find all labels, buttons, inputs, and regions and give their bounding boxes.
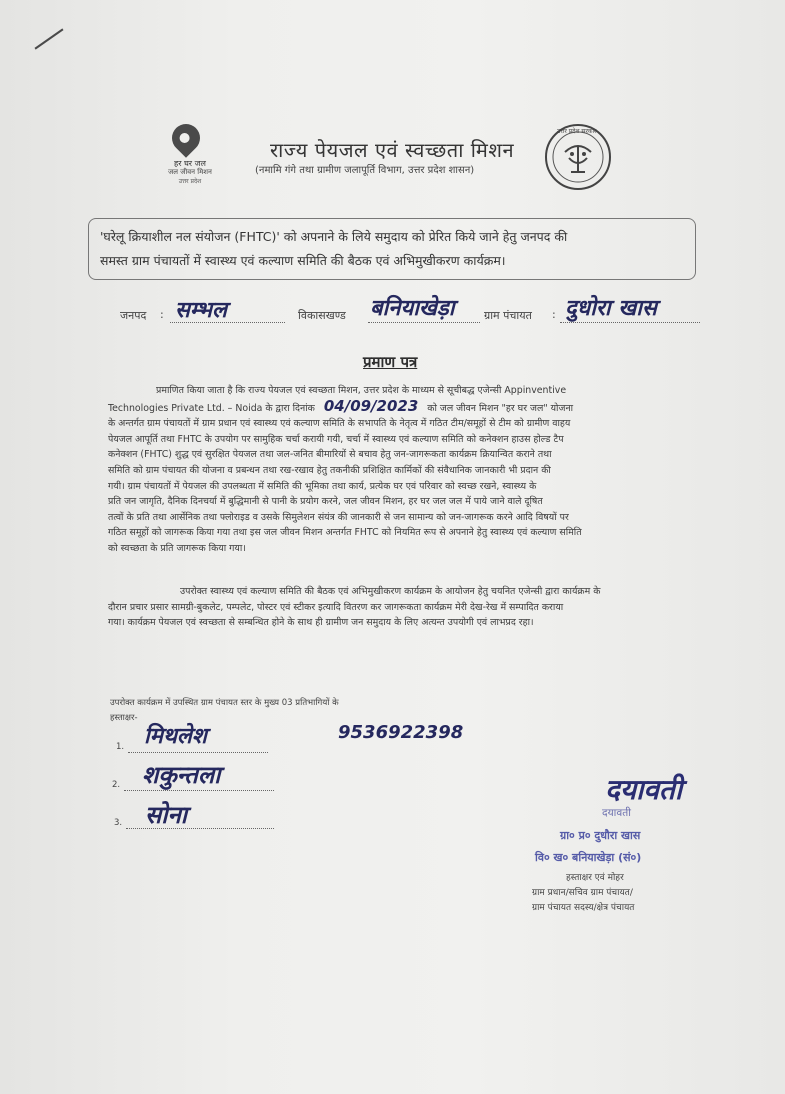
participant-number-1: 1. (116, 742, 125, 752)
stamp-line-2: वि० ख० बनियाखेड़ा (सं०) (535, 851, 642, 864)
para1-line-10: गठित समूहों को जागरूक किया गया तथा इस जल जीवन मिशन अन्तर्गत FHTC को नियमित रूप से अपनाने हेतु स्वास्थ्य एवं कल्याण समिति (108, 527, 582, 539)
water-drop-icon (166, 118, 206, 158)
mission-subtitle: (नमामि गंगे तथा ग्रामीण जलापूर्ति विभाग, उत्तर प्रदेश शासन) (255, 165, 475, 176)
para1-line-4: पेयजल आपूर्ति तथा FHTC के उपयोग पर सामुहिक चर्चा करायी गयी, चर्चा में स्वास्थ्य एवं कल्याण समिति को कनेक्शन हाउस होल्ड टैप (108, 433, 564, 445)
para1-line-8: प्रति जन जागृति, दैनिक दिनचर्या में बुद्धिमानी से पानी के प्रयोग करने, जल जीवन मिशन, हर घर जल जल में पाये जाने वाले दूषित (108, 496, 543, 508)
participant-number-2: 2. (112, 780, 121, 790)
signatures-label: हस्ताक्षर- (110, 713, 138, 723)
certificate-paragraph-1 (108, 383, 714, 557)
panchayat-value: दुधोरा खास (565, 296, 657, 321)
certificate-paragraph-2 (108, 584, 714, 631)
district-label: जनपद (120, 309, 147, 322)
logo-text-1: हर घर जल (174, 159, 206, 168)
pen-mark (35, 28, 64, 49)
participants-intro: उपरोक्त कार्यक्रम में उपस्थित ग्राम पंचायत स्तर के मुख्य 03 प्रतिभागियों के (110, 698, 339, 708)
participant-signature-3: सोना (145, 801, 187, 829)
block-value: बनियाखेड़ा (370, 296, 455, 321)
para1-line-5: कनेक्शन (FHTC) शुद्ध एवं सुरक्षित पेयजल तथा जल-जनित बीमारियों से बचाव हेतु जन-जागरूकता कार्यक्रम क्रियान्वित कराने तथा (108, 449, 552, 461)
certificate-heading: प्रमाण पत्र (363, 353, 418, 371)
block-label: विकासखण्ड (298, 309, 346, 322)
para1-line-9: तत्वों के प्रति तथा आर्सेनिक तथा फ्लोराइड व उसके सिमुलेशन संयंत्र की जानकारी से जन सामान्य को जन-जागरूक करने आदि विषयों पर (108, 511, 569, 523)
participant-signature-2: शकुन्तला (142, 761, 221, 789)
footer-role-1: ग्राम प्रधान/सचिव ग्राम पंचायत/ (532, 888, 633, 898)
stamp-name: दयावती (602, 807, 631, 819)
participant-phone-1: 9536922398 (338, 722, 464, 743)
para1-line-1: प्रमाणित किया जाता है कि राज्य पेयजल एवं स्वच्छता मिशन, उत्तर प्रदेश के माध्यम से सूचीबद्ध एजेन्सी Appinventive (156, 385, 567, 396)
mission-title: राज्य पेयजल एवं स्वच्छता मिशन (270, 138, 515, 162)
footer-sign-seal: हस्ताक्षर एवं मोहर (566, 873, 624, 883)
para2-line-2: दौरान प्रचार प्रसार सामग्री-बुकलेट, पम्पलेट, पोस्टर एवं स्टीकर इत्यादि वितरण कर जागरूकता कार्यक्रम मेरी देख-रेख में सम्पादित कराया (108, 601, 564, 613)
para2-line-1: उपरोक्त स्वास्थ्य एवं कल्याण समिति की बैठक एवं अभिमुखीकरण कार्यक्रम के आयोजन हेतु चयनित एजेन्सी द्वारा कार्यक्रम के (180, 586, 601, 597)
district-value: सम्भल (175, 298, 227, 323)
para1-line-6: समिति को ग्राम पंचायत की योजना व प्रबन्धन तथा रख-रखाव हेतु तकनीकी प्रशिक्षित कार्मिकों की संवैधानिक जानकारी भी प्रदान की (108, 464, 551, 476)
event-date: 04/09/2023 (323, 396, 419, 415)
block-field-line (368, 322, 480, 323)
participant-signature-1: मिथलेश (144, 724, 207, 749)
seal-text: उत्तर प्रदेश सरकार (557, 128, 597, 135)
para1-line-3: के अन्तर्गत ग्राम पंचायतों में ग्राम प्रधान एवं स्वास्थ्य एवं कल्याण समिति के सभापति के नेतृत्व में गठित टीम/समूहों से टीम को ग्रामीण वाहय (108, 418, 571, 430)
footer-role-2: ग्राम पंचायत सदस्य/क्षेत्र पंचायत (532, 903, 635, 913)
panchayat-label: ग्राम पंचायत (484, 309, 532, 322)
logo-text-3: उत्तर प्रदेश (178, 178, 202, 185)
para1-line-7: गयी। ग्राम पंचायतों में पेयजल की उपलब्धता में समिति की भूमिका तथा कार्य, प्रत्येक घर एवं परिवार को स्वच्छ रखने, स्वास्थ्य के (108, 480, 537, 492)
subject-line-2: समस्त ग्राम पंचायतों में स्वास्थ्य एवं कल्याण समिति की बैठक एवं अभिमुखीकरण कार्यक्रम। (100, 253, 506, 268)
pradhan-signature: दयावती (605, 773, 683, 806)
panchayat-field-line (560, 322, 700, 323)
para1-line-11: को स्वच्छता के प्रति जागरूक किया गया। (108, 542, 246, 554)
logo-text-2: जल जीवन मिशन (168, 168, 212, 176)
subject-line-1: 'घरेलू क्रियाशील नल संयोजन (FHTC)' को अपनाने के लिये समुदाय को प्रेरित किये जाने हेतु जनपद की (100, 229, 568, 244)
para2-line-3: गया। कार्यक्रम पेयजल एवं स्वच्छता से सम्बन्धित होने के साथ ही ग्रामीण जन समुदाय के लिए अत्यन्त उपयोगी एवं लाभप्रद रहा। (108, 617, 534, 629)
government-seal (543, 122, 613, 192)
para1-line-2: Technologies Private Ltd. – Noida के द्वारा दिनांक 04/09/2023 को जल जीवन मिशन "हर घर जल" योजना (108, 396, 574, 415)
jal-jeevan-mission-logo (160, 124, 220, 188)
stamp-line-1: ग्रा० प्र० दुधौरा खास (560, 829, 641, 842)
participant-number-3: 3. (114, 818, 123, 828)
